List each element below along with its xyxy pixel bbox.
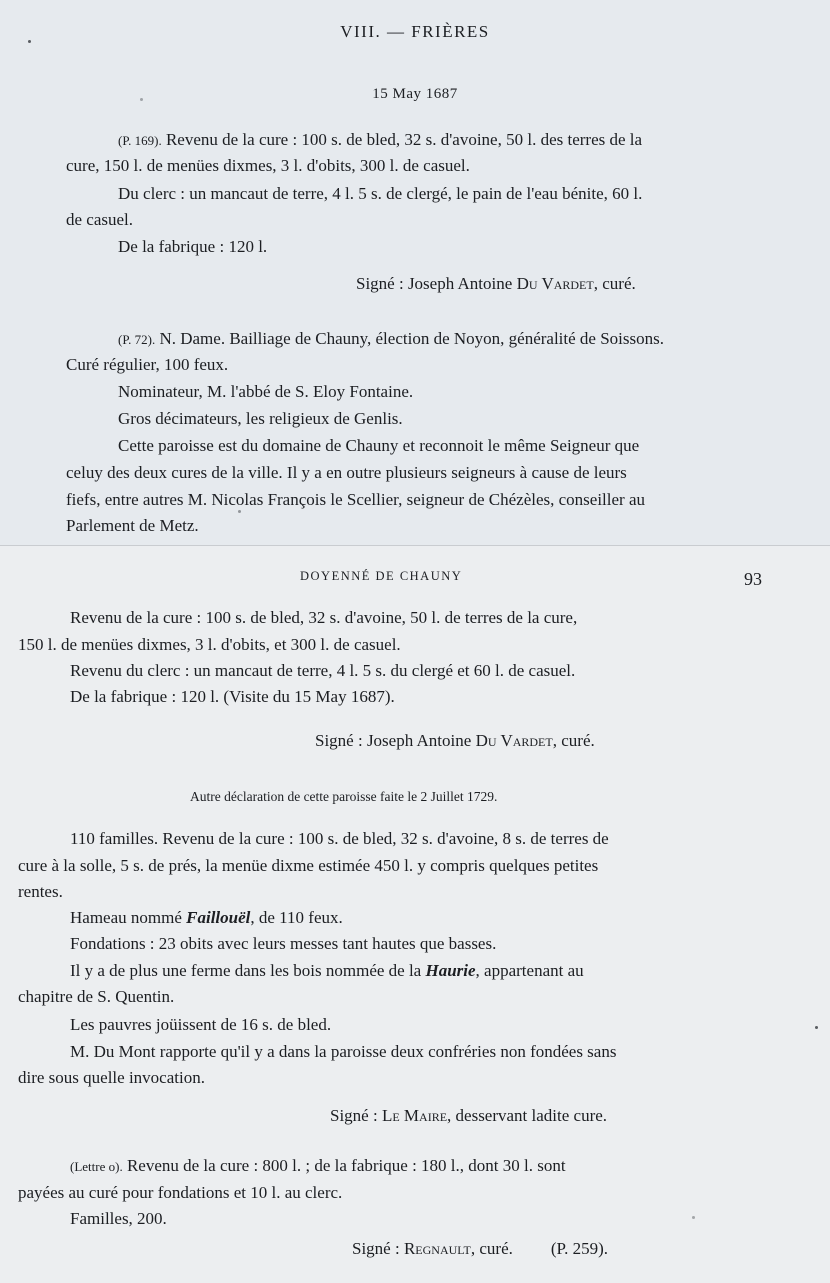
signature-line: Signé : Le Maire, desservant ladite cure. [330,1106,608,1125]
paragraph-line: celuy des deux cures de la ville. Il y a en outre plusieurs seigneurs à cause de leurs [66,463,627,482]
paragraph-line: Curé régulier, 100 feux. [66,355,229,374]
paragraph-line: De la fabrique : 120 l. [118,237,268,256]
paper-speck [28,40,31,43]
signatory-name: Le Maire [381,1106,448,1125]
paragraph-line: Revenu du clerc : un mancaut de terre, 4 l. 5 s. du clergé et 60 l. de casuel. [70,661,576,680]
page-reference: (P. 72). [118,332,156,347]
paragraph-line: (P. 169). Revenu de la cure : 100 s. de bled, 32 s. d'avoine, 50 l. des terres de la [118,130,643,149]
paragraph-line: M. Du Mont rapporte qu'il y a dans la paroisse deux confréries non fondées sans [70,1042,617,1061]
place-name: Haurie [425,961,476,980]
signature-line: Signé : Regnault, curé. (P. 259). [352,1239,609,1258]
paragraph-line: Cette paroisse est du domaine de Chauny et reconnoit le même Seigneur que [118,436,640,455]
place-name: Faillouël [186,908,251,927]
paper-speck [692,1216,695,1219]
signatory-name: Du Vardet [516,274,594,293]
paragraph-line: (P. 72). N. Dame. Bailliage de Chauny, élection de Noyon, généralité de Soissons. [118,329,664,348]
paragraph-line: Nominateur, M. l'abbé de S. Eloy Fontaine. [118,382,414,401]
paragraph-line: rentes. [18,882,63,901]
paragraph-line: 150 l. de menües dixmes, 3 l. d'obits, et 300 l. de casuel. [18,635,401,654]
paragraph-line: De la fabrique : 120 l. (Visite du 15 May 1687). [70,687,395,706]
signature-line: Signé : Joseph Antoine Du Vardet, curé. [315,731,595,750]
paragraph-line: Familles, 200. [70,1209,167,1228]
page-reference: (P. 169). [118,133,162,148]
section-title: VIII. — FRIÈRES [340,22,490,41]
paper-speck [815,1026,818,1029]
paragraph-line: Du clerc : un mancaut de terre, 4 l. 5 s. de clergé, le pain de l'eau bénite, 60 l. [118,184,643,203]
paragraph-line: Revenu de la cure : 100 s. de bled, 32 s. d'avoine, 50 l. de terres de la cure, [70,608,578,627]
declaration-subheading: Autre déclaration de cette paroisse faite le 2 Juillet 1729. [190,789,498,804]
signatory-name: Du Vardet [475,731,553,750]
paragraph-line: chapitre de S. Quentin. [18,987,175,1006]
paragraph-line: cure, 150 l. de menües dixmes, 3 l. d'obits, 300 l. de casuel. [66,156,470,175]
upper-page-scan [0,0,830,545]
paragraph-line: (Lettre o). Revenu de la cure : 800 l. ; de la fabrique : 180 l., dont 30 l. sont [70,1156,566,1175]
section-date: 15 May 1687 [372,86,458,102]
paragraph-line: 110 familles. Revenu de la cure : 100 s. de bled, 32 s. d'avoine, 8 s. de terres de [70,829,609,848]
paper-speck [238,510,241,513]
paragraph-line: Parlement de Metz. [66,516,199,535]
paragraph-line: payées au curé pour fondations et 10 l. au clerc. [18,1183,343,1202]
signatory-name: Regnault [403,1239,471,1258]
page-number: 93 [744,569,762,589]
paragraph-line: Hameau nommé Faillouël, de 110 feux. [70,908,343,927]
paragraph-line: fiefs, entre autres M. Nicolas François le Scellier, seigneur de Chézèles, conseiller au [66,490,645,509]
page-reference: (P. 259). [550,1239,609,1258]
paragraph-line: dire sous quelle invocation. [18,1068,205,1087]
paragraph-line: de casuel. [66,210,134,229]
signature-line: Signé : Joseph Antoine Du Vardet, curé. [356,274,636,293]
running-head: DOYENNÉ DE CHAUNY [300,569,463,583]
paragraph-line: Gros décimateurs, les religieux de Genlis. [118,409,403,428]
paper-speck [140,98,143,101]
paragraph-line: Il y a de plus une ferme dans les bois nommée de la Haurie, appartenant au [70,961,584,980]
paragraph-line: Les pauvres joüissent de 16 s. de bled. [70,1015,332,1034]
paragraph-line: cure à la solle, 5 s. de prés, la menüe dixme estimée 450 l. y compris quelques petites [18,856,599,875]
letter-reference: (Lettre o). [70,1159,123,1174]
lower-page-scan [0,545,830,1283]
paragraph-line: Fondations : 23 obits avec leurs messes tant hautes que basses. [70,934,497,953]
